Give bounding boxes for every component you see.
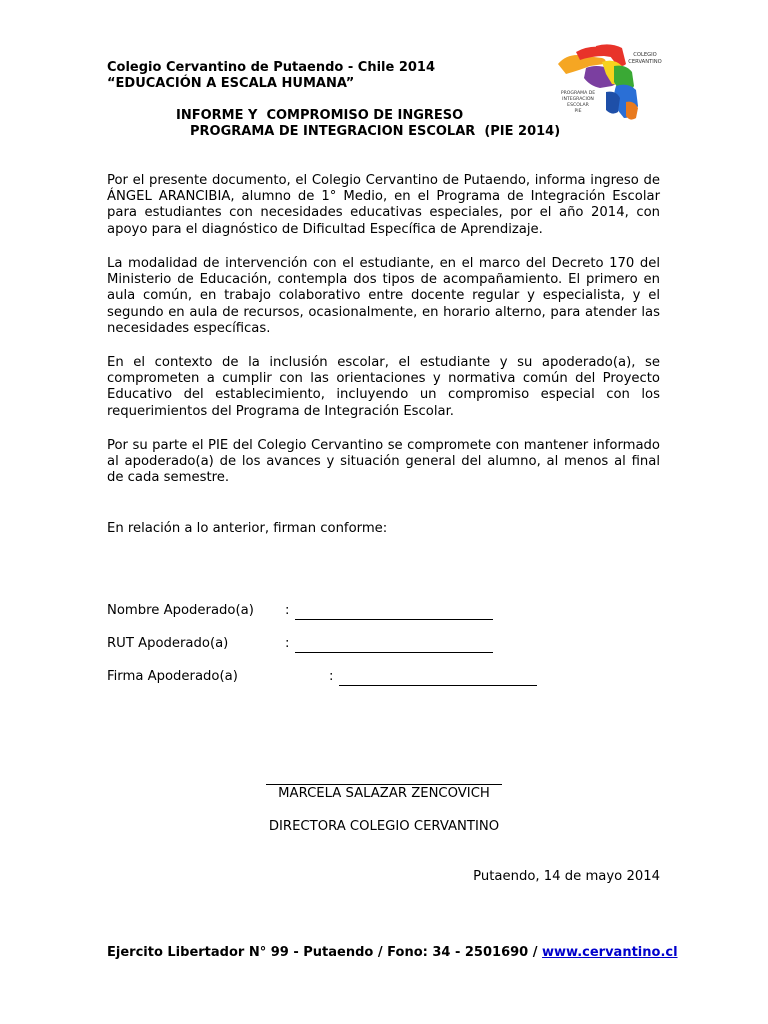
director-signature-line bbox=[266, 784, 502, 785]
hands-logo-icon bbox=[556, 42, 668, 124]
website-link[interactable]: www.cervantino.cl bbox=[542, 945, 678, 960]
place-date: Putaendo, 14 de mayo 2014 bbox=[473, 869, 660, 884]
school-logo bbox=[556, 42, 668, 124]
paragraph-4: Por su parte el PIE del Colegio Cervantino se compromete con mantener informado al apoderado(a) de los avances y situación general del alumno, al menos al final de cada semestre. bbox=[107, 438, 660, 486]
guardian-rut-label: RUT Apoderado(a) bbox=[107, 636, 229, 651]
document-title: INFORME Y COMPROMISO DE INGRESO bbox=[176, 108, 464, 123]
director-name: MARCELA SALAZAR ZENCOVICH bbox=[278, 786, 490, 801]
guardian-name-label: Nombre Apoderado(a) bbox=[107, 603, 254, 618]
logo-text-bottom: PROGRAMA DE bbox=[560, 91, 596, 96]
logo-text-bottom: PIE bbox=[574, 109, 582, 114]
paragraph-2: La modalidad de intervención con el estudiante, en el marco del Decreto 170 del Ministerio de Educación, contempla dos tipos de acompañamiento. El primero en aula común, en trabajo colaborativo entre docente regular y especialista, y el segundo en aula de recursos, ocasionalmente, en horario alterno, para atender las necesidades específicas. bbox=[107, 256, 660, 336]
director-role: DIRECTORA COLEGIO CERVANTINO bbox=[268, 819, 500, 834]
logo-text-bottom: ESCOLAR bbox=[567, 103, 589, 108]
signature-intro: En relación a lo anterior, firman conforme: bbox=[107, 521, 388, 536]
logo-text-top: CERVANTINO bbox=[628, 59, 662, 65]
guardian-rut-colon: : bbox=[285, 636, 290, 651]
paragraph-1: Por el presente documento, el Colegio Cervantino de Putaendo, informa ingreso de ÁNGEL ARANCIBIA, alumno de 1° Medio, en el Programa de Integración Escolar para estudiantes con necesidades educativas especiales, por el año 2014, con apoyo para el diagnóstico de Dificultad Específica de Aprendizaje. bbox=[107, 173, 660, 237]
document-subtitle: PROGRAMA DE INTEGRACION ESCOLAR (PIE 2014) bbox=[190, 124, 561, 139]
guardian-rut-field[interactable] bbox=[295, 639, 493, 653]
guardian-name-colon: : bbox=[285, 603, 290, 618]
guardian-signature-label: Firma Apoderado(a) bbox=[107, 669, 238, 684]
guardian-signature-field[interactable] bbox=[339, 672, 537, 686]
school-motto: “EDUCACIÓN A ESCALA HUMANA” bbox=[107, 76, 355, 91]
footer-address: Ejercito Libertador N° 99 - Putaendo / Fono: 34 - 2501690 / bbox=[107, 945, 543, 960]
footer-contact bbox=[107, 945, 678, 961]
guardian-signature-colon: : bbox=[329, 669, 334, 684]
logo-text-bottom: INTEGRACION bbox=[562, 97, 594, 102]
school-name: Colegio Cervantino de Putaendo - Chile 2014 bbox=[107, 60, 436, 75]
guardian-name-field[interactable] bbox=[295, 606, 493, 620]
paragraph-3: En el contexto de la inclusión escolar, el estudiante y su apoderado(a), se comprometen a cumplir con las orientaciones y normativa común del Proyecto Educativo del establecimiento, incluyendo un compromiso especial con los requerimientos del Programa de Integración Escolar. bbox=[107, 355, 660, 419]
logo-text-top: COLEGIO bbox=[633, 52, 657, 58]
